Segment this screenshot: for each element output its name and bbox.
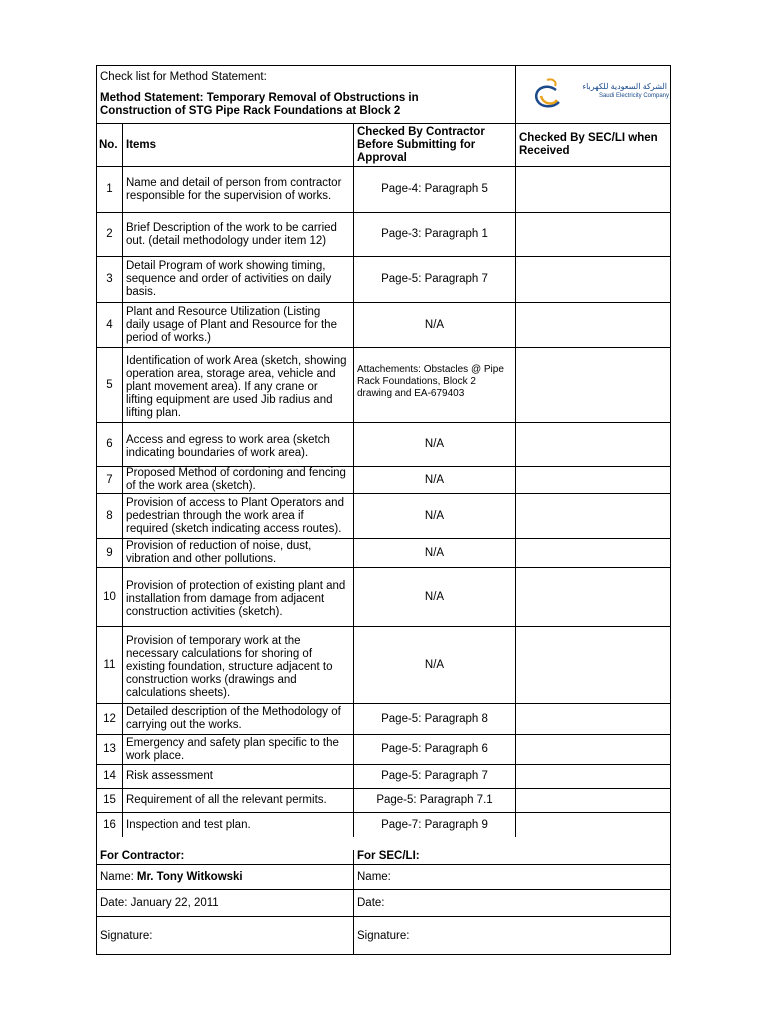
sec-signature-label: Signature: — [357, 929, 410, 942]
table-row — [97, 494, 670, 539]
row-sec-check — [516, 568, 672, 626]
row-contractor-check: N/A — [354, 539, 516, 567]
contractor-date: Date: January 22, 2011 — [97, 890, 354, 916]
row-number: 4 — [97, 303, 123, 347]
row-item-text: Provision of temporary work at the necessary calculations for shoring of existing foundation, structure adjacent to construction works (drawings and calculations sheets). — [123, 627, 354, 703]
row-number: 1 — [97, 167, 123, 212]
row-sec-check — [516, 813, 672, 837]
table-row — [97, 257, 670, 303]
row-sec-check — [516, 765, 672, 788]
row-number: 2 — [97, 213, 123, 256]
row-sec-check — [516, 494, 672, 538]
table-row — [97, 568, 670, 627]
row-sec-check — [516, 704, 672, 734]
row-sec-check — [516, 257, 672, 302]
row-item-text: Identification of work Area (sketch, showing operation area, storage area, vehicle and plant movement area). If any crane or lifting equipment are used Jib radius and lifting plan. — [123, 348, 354, 422]
table-row — [97, 789, 670, 813]
row-contractor-check: N/A — [354, 423, 516, 466]
row-sec-check — [516, 303, 672, 347]
row-number: 5 — [97, 348, 123, 422]
row-number: 13 — [97, 735, 123, 764]
row-item-text: Provision of access to Plant Operators and pedestrian through the work area if required (sketch indicating access routes). — [123, 494, 354, 538]
footer-date-row — [97, 890, 670, 917]
table-row — [97, 303, 670, 348]
row-contractor-check: Page-4: Paragraph 5 — [354, 167, 516, 212]
row-contractor-check: Page-7: Paragraph 9 — [354, 813, 516, 837]
row-item-text: Name and detail of person from contractor responsible for the supervision of works. — [123, 167, 354, 212]
row-item-text: Requirement of all the relevant permits. — [123, 789, 354, 812]
table-row — [97, 539, 670, 568]
row-item-text: Brief Description of the work to be carried out. (detail methodology under item 12) — [123, 213, 354, 256]
table-row — [97, 704, 670, 735]
row-item-text: Detailed description of the Methodology of carrying out the works. — [123, 704, 354, 734]
row-contractor-check: Page-5: Paragraph 6 — [354, 735, 516, 764]
row-item-text: Provision of protection of existing plant and installation from damage from adjacent construction activities (sketch). — [123, 568, 354, 626]
method-statement-title: Method Statement: Temporary Removal of Obstructions in Construction of STG Pipe Rack Foundations at Block 2 — [100, 92, 419, 117]
footer-name-row — [97, 864, 670, 890]
row-sec-check — [516, 539, 672, 567]
header-row — [97, 66, 670, 124]
row-sec-check — [516, 348, 672, 422]
row-contractor-check: Attachements: Obstacles @ Pipe Rack Foundations, Block 2 drawing and EA-679403 — [354, 348, 516, 422]
row-contractor-check: Page-5: Paragraph 8 — [354, 704, 516, 734]
col-no-header: No. — [97, 124, 123, 166]
table-row — [97, 213, 670, 257]
row-number: 9 — [97, 539, 123, 567]
row-item-text: Plant and Resource Utilization (Listing daily usage of Plant and Resource for the period of works.) — [123, 303, 354, 347]
row-sec-check — [516, 423, 672, 466]
footer-signature-row — [97, 917, 670, 955]
row-contractor-check: N/A — [354, 568, 516, 626]
sec-date-label: Date: — [357, 896, 385, 909]
row-number: 14 — [97, 765, 123, 788]
row-item-text: Emergency and safety plan specific to the work place. — [123, 735, 354, 764]
row-number: 12 — [97, 704, 123, 734]
row-sec-check — [516, 167, 672, 212]
logo-english-text: Saudi Electricity Company — [598, 93, 669, 99]
logo-arabic-text: الشركة السعودية للكهرباء — [582, 82, 667, 91]
table-row — [97, 467, 670, 494]
table-row — [97, 627, 670, 704]
checklist-title: Check list for Method Statement: — [100, 71, 267, 83]
method-statement-checklist — [96, 65, 671, 955]
for-contractor-label: For Contractor: — [97, 850, 354, 864]
table-row — [97, 813, 670, 837]
col-sec-header: Checked By SEC/LI when Received — [519, 132, 658, 157]
row-item-text: Proposed Method of cordoning and fencing of the work area (sketch). — [123, 467, 354, 493]
row-contractor-check: N/A — [354, 627, 516, 703]
contractor-name-cell — [97, 865, 354, 889]
table-row — [97, 735, 670, 765]
col-items-header: Items — [123, 124, 354, 166]
row-number: 6 — [97, 423, 123, 466]
row-number: 15 — [97, 789, 123, 812]
table-row — [97, 167, 670, 213]
row-item-text: Detail Program of work showing timing, sequence and order of activities on daily basis. — [123, 257, 354, 302]
row-item-text: Access and egress to work area (sketch indicating boundaries of work area). — [123, 423, 354, 466]
name-label: Name: — [100, 870, 134, 883]
row-number: 8 — [97, 494, 123, 538]
row-number: 10 — [97, 568, 123, 626]
contractor-name: Mr. Tony Witkowski — [136, 870, 243, 883]
row-contractor-check: N/A — [354, 303, 516, 347]
row-contractor-check: Page-5: Paragraph 7.1 — [354, 789, 516, 812]
row-sec-check — [516, 789, 672, 812]
row-sec-check — [516, 627, 672, 703]
row-contractor-check: Page-5: Paragraph 7 — [354, 765, 516, 788]
row-number: 11 — [97, 627, 123, 703]
header-title-cell — [97, 66, 516, 123]
company-logo — [519, 66, 671, 124]
row-item-text: Risk assessment — [123, 765, 354, 788]
row-item-text: Inspection and test plan. — [123, 813, 354, 837]
row-sec-check — [516, 213, 672, 256]
row-number: 3 — [97, 257, 123, 302]
contractor-signature-label: Signature: — [97, 917, 354, 955]
table-row — [97, 423, 670, 467]
row-contractor-check: N/A — [354, 467, 516, 493]
table-row — [97, 765, 670, 789]
row-sec-check — [516, 735, 672, 764]
col-contractor-header: Checked By Contractor Before Submitting for Approval — [354, 124, 516, 166]
row-number: 7 — [97, 467, 123, 493]
table-row — [97, 348, 670, 423]
sec-name-label: Name: — [357, 870, 391, 883]
row-contractor-check: Page-3: Paragraph 1 — [354, 213, 516, 256]
row-contractor-check: N/A — [354, 494, 516, 538]
for-sec-label: For SEC/LI: — [357, 850, 420, 862]
row-item-text: Provision of reduction of noise, dust, vibration and other pollutions. — [123, 539, 354, 567]
column-header-row — [97, 124, 670, 167]
row-contractor-check: Page-5: Paragraph 7 — [354, 257, 516, 302]
row-sec-check — [516, 467, 672, 493]
row-number: 16 — [97, 813, 123, 837]
footer-for-row — [97, 850, 670, 864]
